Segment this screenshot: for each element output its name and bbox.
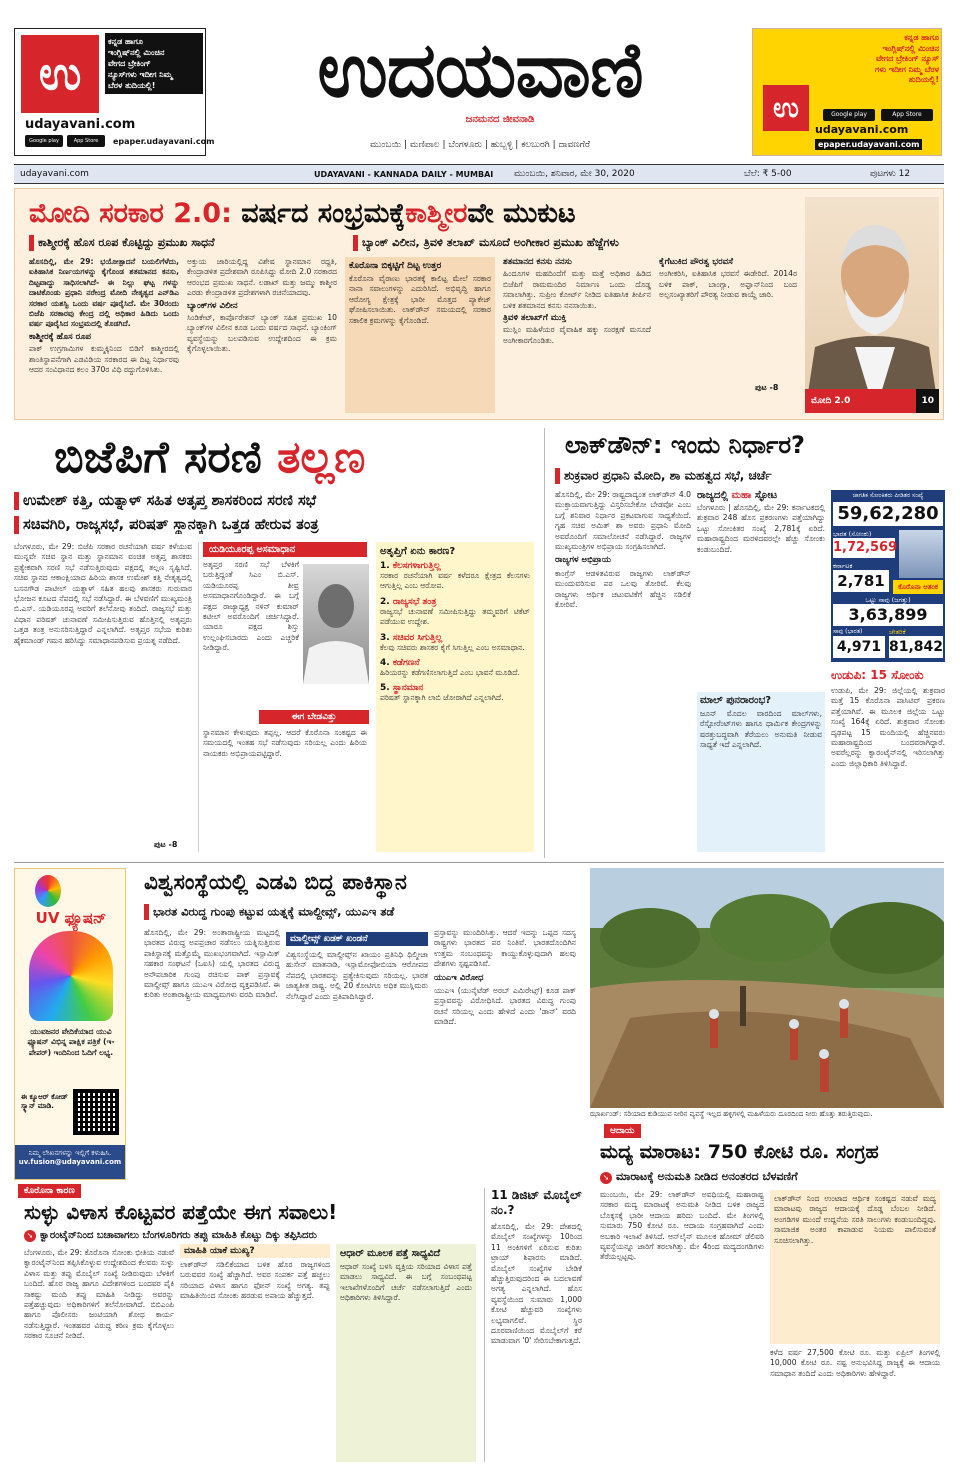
section-tag: ಕೊರೊನಾ ಕಾರಣ	[18, 1184, 81, 1198]
body-text: ಲಾಕ್‌ಡೌನ್ ಸಡಿಲಿಕೆಯಾದ ಬಳಿಕ ಹೊರ ರಾಜ್ಯಗಳಿಂದ ಬರುವವರ ಸಂಖ್ಯೆ ಹೆಚ್ಚಾಗಿದೆ. ಅವರ ಸಂಪರ್ಕ ಪತ್ತೆ ಹಚ್ಚಲು ಸರಿಯಾದ ವಿಳಾಸ ಹಾಗೂ ಫೋನ್ ಸಂಖ್ಯೆ ಅಗತ್ಯ. ತಪ್ಪು ಮಾಹಿತಿಯಿಂದ ಸೋಂಕು ಹರಡುವ ಅಪಾಯ ಹೆಚ್ಚುತ್ತದೆ.	[180, 1260, 330, 1301]
body-text: ಆಧಾರ್ ಸಂಖ್ಯೆ ಬಳಸಿ ವ್ಯಕ್ತಿಯ ಸರಿಯಾದ ವಿಳಾಸ ಪತ್ತೆ ಮಾಡಲು ಸಾಧ್ಯವಿದೆ. ಈ ಬಗ್ಗೆ ಸಂಬಂಧಪಟ್ಟ ಇಲಾಖೆಗಳೊಂದಿಗೆ ಚರ್ಚೆ ನಡೆಸಲಾಗುತ್ತಿದೆ ಎಂದು ಅಧಿಕಾರಿಗಳು ತಿಳಿಸಿದ್ದಾರೆ.	[340, 1262, 472, 1303]
bullet-bar	[555, 468, 560, 484]
bullet-bar	[353, 235, 358, 251]
headline-part: ಮೋದಿ ಸರಕಾರ 2.0:	[29, 198, 232, 229]
corona-badge: ಕೊರೊನಾ ಆತಂಕ	[893, 580, 943, 594]
bjp-sub-1	[14, 492, 534, 510]
stat-deaths: 3,63,899	[833, 604, 943, 626]
aadhaar-box	[336, 1244, 476, 1462]
ad-line: ತುದಿಯಲ್ಲಿ!	[908, 75, 939, 84]
modi-portrait-image	[805, 197, 939, 413]
reason-item	[380, 683, 530, 703]
dateline-bar	[14, 164, 944, 184]
section-subhead: ಕಾಶ್ಮೀರಕ್ಕೆ ಹೊಸ ರೂಪ	[29, 331, 92, 342]
title-part: ಸ್ಫೋಟ	[754, 490, 778, 501]
mall-box	[697, 692, 825, 852]
body-text: ಮುಸ್ಲಿಂ ಮಹಿಳೆಯರ ವೈವಾಹಿಕ ಹಕ್ಕು ಸಂರಕ್ಷಣೆ ಮಸೂದೆ ಅಂಗೀಕಾರಗೊಂಡಿತು.	[503, 325, 651, 345]
sub-text: ಕ್ವಾರಂಟೈನ್‌ನಿಂದ ಬಚಾವಾಗಲು ಬೆಂಗಳೂರಿಗರು ತಪ್ಪು ಮಾಹಿತಿ ಕೊಟ್ಟು ದಿಕ್ಕು ತಪ್ಪಿಸಿದರು	[40, 1230, 317, 1241]
google-play-badge[interactable]: Google play	[25, 135, 63, 147]
photo-number: 10	[916, 389, 939, 413]
lockdown-sub	[555, 468, 945, 484]
reason-number: 1.	[380, 561, 390, 571]
lead-column-4	[503, 257, 651, 413]
ad-line: ಬೆರಳ ತುದಿಯಲ್ಲಿ!	[108, 81, 156, 90]
section-subhead: ಬ್ಯಾಂಕ್‌ಗಳ ವಿಲೀನ	[187, 300, 238, 311]
section-subhead: ತ್ರಿವಳಿ ತಲಾಖ್‌ಗೆ ಮುಕ್ತಿ	[503, 313, 567, 324]
pakistan-headline: ವಿಶ್ವಸಂಸ್ಥೆಯಲ್ಲಿ ಎಡವಿ ಬಿದ್ದ ಪಾಕಿಸ್ಥಾನ	[144, 870, 407, 895]
sub-text: ಸಚಿವಗಿರಿ, ರಾಜ್ಯಸಭೆ, ಪರಿಷತ್ ಸ್ಥಾನಕ್ಕಾಗಿ ಒತ್ತಡ ಹೇರುವ ತಂತ್ರ	[23, 517, 319, 533]
pakistan-column-1: ಹೊಸದಿಲ್ಲಿ, ಮೇ 29: ಅಂತಾರಾಷ್ಟ್ರೀಯ ಮಟ್ಟದಲ್ಲಿ ಭಾರತದ ವಿರುದ್ಧ ಅಪಪ್ರಚಾರ ನಡೆಸಲು ಯತ್ನಿಸುತ್ತಿರುವ ಪಾಕಿಸ್ಥಾನಕ್ಕೆ ಮತ್ತೊಮ್ಮೆ ಮುಖಭಂಗವಾಗಿದೆ. ಇಸ್ಲಾಮಿಕ್ ಸಹಕಾರ ಸಂಘಟನೆ (ಒಐಸಿ) ಯಲ್ಲಿ ಭಾರತದ ವಿರುದ್ಧ ಅನೌಪಚಾರಿಕ ಗುಂಪು ರಚಿಸುವ ಪಾಕ್ ಪ್ರಸ್ತಾವಕ್ಕೆ ಮಾಲ್ದೀವ್ಸ್ ಹಾಗೂ ಯುಎಇ ವಿರೋಧ ವ್ಯಕ್ತಪಡಿಸಿವೆ. ಈ ಕುರಿತು ಅಂತಾರಾಷ್ಟ್ರೀಯ ಮಾಧ್ಯಮಗಳು ವರದಿ ಮಾಡಿವೆ.	[144, 928, 280, 1000]
udayavani-logo-icon: ಉ	[21, 35, 99, 113]
body-text: ಯುಎಇ (ಯುನೈಟೆಡ್ ಅರಬ್ ಎಮಿರೇಟ್ಸ್) ಕೂಡ ಪಾಕ್ ಪ್ರಸ್ತಾವವನ್ನು ವಿರೋಧಿಸಿದೆ. ಭಾರತದ ವಿರುದ್ಧ ಗುಂಪು ರಚನೆ ಸರಿಯಲ್ಲ ಎಂದು ಹೇಳಿದೆ ಎಂದು 'ಡಾನ್' ವರದಿ ಮಾಡಿದೆ.	[434, 986, 576, 1027]
body-text: ಕಾಂಗ್ರೆಸ್ ಆಡಳಿತವಿರುವ ರಾಜ್ಯಗಳು ಲಾಕ್‌ಡೌನ್ ಮುಂದುವರಿಸುವ ಪರ ಒಲವು ತೋರಿವೆ. ಕೆಲವು ರಾಜ್ಯಗಳು ಆರ್ಥಿಕ ಚಟುವಟಿಕೆಗೆ ಹೆಚ್ಚಿನ ಸಡಿಲಿಕೆ ಕೋರಿವೆ.	[555, 568, 691, 610]
section-subhead: ರಾಜ್ಯಗಳ ಅಭಿಪ್ರಾಯ	[555, 555, 611, 566]
left-ad[interactable]	[14, 28, 215, 156]
liquor-column-3: ಕಳೆದ ವರ್ಷ 27,500 ಕೋಟಿ ರೂ. ಮತ್ತು ಏಪ್ರಿಲ್ ತಿಂಗಳಲ್ಲಿ 10,000 ಕೋಟಿ ರೂ. ನಷ್ಟ ಅನುಭವಿಸಿದ್ದ ರಾಜ್ಯಕ್ಕೆ ಈ ಆದಾಯ ಸಮಾಧಾನ ತಂದಿದೆ ಎಂದು ಅಧಿಕಾರಿಗಳು ಹೇಳಿದ್ದಾರೆ.	[770, 1348, 940, 1378]
bullet-bar	[14, 516, 19, 534]
lead-column-2	[187, 257, 337, 413]
photo-caption-strip	[805, 389, 939, 413]
section-subhead: ಶತಮಾನದ ಕನಸು ನನಸು	[503, 257, 572, 267]
liquor-box: ಲಾಕ್‌ಡೌನ್ ನಿಂದ ಉಂಟಾದ ಆರ್ಥಿಕ ಸಂಕಷ್ಟದ ನಡುವೆ ಮದ್ಯ ಮಾರಾಟವು ರಾಜ್ಯದ ಆದಾಯಕ್ಕೆ ದೊಡ್ಡ ಬೆಂಬಲ ನೀಡಿದೆ. ಅಂಗಡಿಗಳ ಮುಂದೆ ಉದ್ದನೆಯ ಸರತಿ ಸಾಲುಗಳು ಕಂಡುಬಂದಿದ್ದವು. ಸಾಮಾಜಿಕ ಅಂತರ ಕಾಪಾಡುವ ನಿಯಮ ಪಾಲಿಸುವಂತೆ ಸೂಚಿಸಲಾಗಿತ್ತು.	[770, 1190, 940, 1344]
headline-part: ತಲ್ಲಣ	[277, 432, 366, 483]
right-ad-text	[813, 33, 939, 86]
reason-title	[380, 683, 530, 693]
reason-number: 3.	[380, 632, 390, 643]
reason-text: ರಾಜ್ಯಸಭೆ ಚುನಾವಣೆ ಸಮೀಪಿಸುತ್ತಿದ್ದು ತಮ್ಮವರಿಗೆ ಟಿಕೆಟ್ ಪಡೆಯುವ ಉದ್ದೇಶ.	[380, 606, 530, 627]
section-tag: ಆದಾಯ	[604, 1124, 641, 1138]
stat-world: 59,62,280	[833, 502, 943, 526]
stat-label: ಕರ್ನಾಟಕ	[833, 562, 853, 570]
headline-part: ಬಿಜೆಪಿಗೆ ಸರಣಿ	[54, 432, 262, 483]
reason-item	[380, 561, 530, 592]
reason-number: 5.	[380, 683, 390, 694]
body-text: ಹೊಸದಿಲ್ಲಿ, ಮೇ 29: ದೇಶದಲ್ಲಿ ಮೊಬೈಲ್ ಸಂಖ್ಯೆಗಳನ್ನು 10ರಿಂದ 11 ಅಂಕಿಗಳಿಗೆ ಏರಿಸುವ ಕುರಿತು ಟ್ರಾಯ್ ಶಿಫಾರಸು ಮಾಡಿದೆ. ಮೊಬೈಲ್ ಸಂಖ್ಯೆಗಳ ಬೇಡಿಕೆ ಹೆಚ್ಚುತ್ತಿರುವುದರಿಂದ ಈ ಬದಲಾವಣೆ ಅಗತ್ಯ ಎನ್ನಲಾಗಿದೆ. ಹೊಸ ವ್ಯವಸ್ಥೆಯಿಂದ ಸುಮಾರು 1,000 ಕೋಟಿ ಹೆಚ್ಚುವರಿ ಸಂಖ್ಯೆಗಳು ಲಭ್ಯವಾಗಲಿವೆ. ಸ್ಥಿರ ದೂರವಾಣಿಯಿಂದ ಮೊಬೈಲ್‌ಗೆ ಕರೆ ಮಾಡುವಾಗ '0' ಸೇರಿಸಬೇಕಾಗುತ್ತದೆ.	[491, 1222, 582, 1346]
box-title: ಮಾಲ್ ಪುನರಾರಂಭ?	[700, 695, 772, 706]
reason-title-text: ರಾಜ್ಯಸಭೆ ತಂತ್ರ	[392, 596, 437, 607]
lockdown-headline: ಲಾಕ್‌ಡೌನ್: ಇಂದು ನಿರ್ಧಾರ?	[565, 431, 805, 459]
ad-line: ಇಂಗ್ಲಿಷ್‌ನಲ್ಲಿ ಮಿಂಚಿನ	[108, 48, 165, 57]
price: ಬೆಲೆ: ₹ 5-00	[744, 169, 792, 179]
pakistan-story	[134, 866, 582, 1176]
yeddyurappa-photo	[303, 564, 369, 684]
photo-caption: ಮೋದಿ 2.0	[811, 396, 851, 406]
address-story	[14, 1184, 582, 1466]
reason-text: ಪರಿಷತ್ ಸ್ಥಾನಕ್ಕಾಗಿ ಲಾಬಿ ಜೋರಾಗಿದೆ ಎನ್ನಲಾಗಿದೆ.	[380, 693, 504, 703]
body-text: ಅಕ್ತುಯ ಜಾರಿಯಲ್ಲಿದ್ದ ವಿಶೇಷ ಸ್ಥಾನಮಾನ ರದ್ದತಿ, ಕೇಂದ್ರಾಡಳಿತ ಪ್ರದೇಶವಾಗಿ ರೂಪಿಸಿದ್ದು ಮೋದಿ 2.0 ಸರಕಾರದ ಆರಂಭದ ಪ್ರಮುಖ ಸಾಧನೆ. ಲಡಾಖ್ ಮತ್ತು ಜಮ್ಮು ಕಾಶ್ಮೀರ ಎರಡು ಕೇಂದ್ರಾಡಳಿತ ಪ್ರದೇಶಗಳಾಗಿ ರಚನೆಯಾದವು.	[187, 257, 337, 298]
stat-karnataka: 2,781	[833, 570, 889, 592]
body-text: ಪಾಕ್ ಉಗ್ರಗಾಮಿಗಳ ಕುಮ್ಮಕ್ಕಿನಿಂದ ಬಿಡಿಗೆ ಕಾಶ್ಮೀರದಲ್ಲಿ ಶಾಂತಿಸ್ಥಾಪನೆಗಾಗಿ ಎಡವಿಡಿಯ ಸರಕಾರದ ಈ ದಿಟ್ಟ ನಿರ್ಧಾರವು ಆದರ ಸಂವಿಧಾನದ ಕಲಂ 370ರ ವಿಧಿ ರದ್ದುಗೊಳಿಸಿತು.	[29, 344, 179, 375]
liquor-column-1: ಮುಂಬಯಿ, ಮೇ 29: ಲಾಕ್‌ಡೌನ್ ಅವಧಿಯಲ್ಲಿ ಮಹಾರಾಷ್ಟ್ರ ಸರಕಾರ ಮದ್ಯ ಮಾರಾಟಕ್ಕೆ ಅನುಮತಿ ನೀಡಿದ ಬಳಿಕ ರಾಜ್ಯದ ಬೊಕ್ಕಸಕ್ಕೆ ಭಾರೀ ಆದಾಯ ಹರಿದು ಬಂದಿದೆ. ಮೇ ತಿಂಗಳಲ್ಲಿ ಸುಮಾರು 750 ಕೋಟಿ ರೂ. ಆದಾಯ ಸಂಗ್ರಹವಾಗಿದೆ ಎಂದು ಅಬಕಾರಿ ಇಲಾಖೆ ತಿಳಿಸಿದೆ. ಆನ್‌ಲೈನ್ ಮೂಲಕ ಹೋಮ್ ಡೆಲಿವರಿ ವ್ಯವಸ್ಥೆಯನ್ನೂ ಜಾರಿಗೆ ತರಲಾಗಿತ್ತು. ಮೇ 4ರಿಂದ ಮದ್ಯದಂಗಡಿಗಳು ತೆರೆಯಲ್ಪಟ್ಟವು.	[600, 1190, 764, 1262]
section-subhead: ಯುಎಇ ವಿರೋಧ	[434, 972, 484, 983]
page-count: ಪುಟಗಳು 12	[870, 169, 911, 179]
right-ad[interactable]	[752, 28, 942, 156]
reason-text: ಹಿರಿಯರನ್ನು ಕಡೆಗಣಿಸಲಾಗುತ್ತಿದೆ ಎಂಬ ಭಾವನೆ ಮೂಡಿದೆ.	[380, 668, 520, 678]
body-text: ಅತೃಪ್ತರ ಸರಣಿ ಸಭೆ ಬೆಳಕಿಗೆ ಬರುತ್ತಿದ್ದಂತೆ ಸಿಎಂ ಬಿ.ಎಸ್. ಯಡಿಯೂರಪ್ಪ ತೀವ್ರ ಅಸಮಾಧಾನಗೊಂಡಿದ್ದಾರೆ. ಈ ಬಗ್ಗೆ ಪಕ್ಷದ ರಾಜ್ಯಾಧ್ಯಕ್ಷ ನಳಿನ್ ಕುಮಾರ್ ಕಟೀಲ್ ಅವರೊಂದಿಗೆ ಚರ್ಚಿಸಿದ್ದಾರೆ. ಯಾರೂ ಪಕ್ಷದ ಶಿಸ್ತು ಉಲ್ಲಂಘಿಸಬಾರದು ಎಂದು ಎಚ್ಚರಿಕೆ ನೀಡಿದ್ದಾರೆ.	[203, 560, 299, 653]
reason-number: 4.	[380, 658, 390, 669]
box-title: ಯಡಿಯೂರಪ್ಪ ಅಸಮಾಧಾನ	[203, 542, 367, 557]
sub-text: ಕಾಶ್ಮೀರಕ್ಕೆ ಹೊಸ ರೂಪ ಕೊಟ್ಟಿದ್ದು ಪ್ರಮುಖ ಸಾಧನೆ	[38, 236, 215, 249]
google-play-badge[interactable]: Google play	[823, 109, 875, 121]
box-title: ಮಾಹಿತಿ ಯಾಕೆ ಮುಖ್ಯ?	[180, 1244, 330, 1258]
bjp-page-ref[interactable]: ಪುಟ -8	[154, 840, 178, 849]
mobile-number-story	[484, 1188, 582, 1462]
body-text: ಪ್ರಸ್ತಾವನ್ನು ಮುಂದಿರಿಸಿತ್ತು. ಆದರೆ ಇದನ್ನು ಒಪ್ಪದ ಸದಸ್ಯ ರಾಷ್ಟ್ರಗಳು ಭಾರತದ ಪರ ನಿಂತಿವೆ. ಭಾರತದೊಂದಿಗಿನ ಉತ್ತಮ ಸಂಬಂಧವನ್ನು ಕಾಯ್ದುಕೊಳ್ಳುವುದಾಗಿ ಹಲವು ದೇಶಗಳು ಸ್ಪಷ್ಟಪಡಿಸಿವೆ.	[434, 928, 576, 969]
lockdown-column-1	[555, 490, 691, 852]
uv-footer-bar	[15, 1145, 125, 1179]
stat-label: ಚೇತರಿಕೆ	[889, 628, 906, 636]
headline-part: ವೇ ಮುಕುಟ	[467, 198, 576, 229]
uv-footer: ನಿಮ್ಮ ಲೇಖನಗಳನ್ನು ಇಲ್ಲಿಗೆ ಕಳುಹಿಸಿ.	[28, 1149, 112, 1157]
box-title: ಆಧಾರ್ ಮೂಲಕ ಪತ್ತೆ ಸಾಧ್ಯವಿದೆ	[340, 1248, 441, 1259]
epaper-link[interactable]: epaper.udayavani.com	[113, 137, 215, 146]
lead-column-5	[659, 257, 797, 397]
stat-recovered: 81,842	[889, 636, 943, 658]
bjp-story	[14, 428, 534, 858]
address-column-1: ಬೆಂಗಳೂರು, ಮೇ 29: ಕೊರೊನಾ ಸೋಂಕು ಭೀತಿಯ ನಡುವೆ ಕ್ವಾರಂಟೈನ್‌ನಿಂದ ತಪ್ಪಿಸಿಕೊಳ್ಳುವ ಉದ್ದೇಶದಿಂದ ಕೆಲವರು ಸುಳ್ಳು ವಿಳಾಸ ಮತ್ತು ತಪ್ಪು ಮೊಬೈಲ್ ಸಂಖ್ಯೆ ನೀಡಿರುವುದು ಬೆಳಕಿಗೆ ಬಂದಿದೆ. ಹೊರ ರಾಜ್ಯ ಹಾಗೂ ವಿದೇಶಗಳಿಂದ ಬಂದವರ ಪೈಕಿ ಸಾಕಷ್ಟು ಮಂದಿ ತಪ್ಪು ಮಾಹಿತಿ ನೀಡಿದ್ದು ಅವರನ್ನು ಪತ್ತೆಹಚ್ಚುವುದು ಅಧಿಕಾರಿಗಳಿಗೆ ತಲೆನೋವಾಗಿದೆ. ಬಿಬಿಎಂಪಿ ಹಾಗೂ ಪೊಲೀಸರು ಜಂಟಿಯಾಗಿ ಶೋಧ ಕಾರ್ಯ ನಡೆಸುತ್ತಿದ್ದಾರೆ. ಇಂತಹವರ ವಿರುದ್ಧ ಕಠಿಣ ಕ್ರಮ ಕೈಗೊಳ್ಳಲು ಸರಕಾರ ಸೂಚನೆ ನೀಡಿದೆ.	[24, 1248, 174, 1341]
bjp-headline	[54, 428, 534, 488]
covid-stats-panel	[831, 490, 945, 662]
box-title: ಅತೃಪ್ತಿಗೆ ಏನು ಕಾರಣ?	[380, 546, 456, 557]
uv-scan-text: ಈ ಕ್ಯೂಆರ್ ಕೋಡ್ ಸ್ಕ್ಯಾನ್ ಮಾಡಿ.	[21, 1093, 68, 1110]
lead-story	[14, 188, 944, 420]
bullet-bar	[29, 235, 34, 251]
body-text: ಹಿಂದೂಗಳ ಮಹದಿಂದೆಗೆ ಮತ್ತು ಮತ್ತೆ ಅಧಿಕಾರ ಹಿಡಿದ ಬಿಜೆಪಿಗೆ ರಾಮಮಂದಿರ ನಿರ್ಮಾಣ ಒಂದು ದೊಡ್ಡ ಸವಾಲಾಗಿತ್ತು. ಸುಪ್ರೀಂ ಕೋರ್ಟ್ ನೀಡಿದ ಐತಿಹಾಸಿಕ ತೀರ್ಪಿನ ಬಳಿಕ ಶತಮಾನದ ಕನಸು ನನಸಾಯಿತು.	[503, 269, 651, 310]
ad-line: ಕನ್ನಡ ಹಾಗೂ	[904, 33, 939, 42]
body-text: ಜೂನ್ ಮೊದಲ ವಾರದಿಂದ ಮಾಲ್‌ಗಳು, ರೆಸ್ಟೋರೆಂಟ್‌ಗಳು ಹಾಗೂ ಧಾರ್ಮಿಕ ಕೇಂದ್ರಗಳನ್ನು ಷರತ್ತುಬದ್ಧವಾಗಿ ತೆರೆಯಲು ಅನುಮತಿ ನೀಡುವ ಸಾಧ್ಯತೆ ಇದೆ ಎನ್ನಲಾಗಿದೆ.	[700, 709, 822, 750]
brand-text: udayavani.com	[815, 123, 909, 136]
lead-column-1	[29, 257, 179, 413]
liquor-story	[590, 1124, 944, 1464]
headline-part: ಕಾಶ್ಮೀರ	[405, 198, 468, 229]
pakistan-sub	[144, 904, 582, 920]
reasons-list	[380, 561, 530, 704]
reason-item	[380, 597, 530, 628]
box-subtitle: ಈಗ ಬೇಡವಿತ್ತು	[259, 710, 369, 724]
editions-bar: ಮುಂಬಯಿ | ಮಣಿಪಾಲ | ಬೆಂಗಳೂರು | ಹುಬ್ಬಳ್ಳಿ | ಕಲಬುರಗಿ | ದಾವಣಗೆರೆ	[370, 140, 590, 150]
maldives-box	[286, 932, 428, 1172]
app-store-badge[interactable]: App Store	[67, 135, 105, 147]
ad-line: ಗಳು ಇದೀಗ ನಿಮ್ಮ ಬೆರಳ	[874, 64, 939, 74]
title-part: ಮಹಾ	[731, 490, 752, 501]
box-title	[697, 490, 825, 501]
bullet-bar	[144, 904, 149, 920]
lockdown-story	[544, 428, 944, 858]
reason-title	[380, 597, 530, 607]
paper-name: UDAYAVANI - KANNADA DAILY - MUMBAI	[314, 170, 494, 179]
bjp-column-1: ಬೆಂಗಳೂರು, ಮೇ 29: ಬಿಜೆಪಿ ಸರಕಾರ ರಚನೆಯಾಗಿ ವರ್ಷ ಕಳೆಯುವ ಮುನ್ನವೇ ಸಚಿವ ಸ್ಥಾನ ಮತ್ತು ಸ್ಥಾನಮಾನ ವಂಚಿತ ಅತೃಪ್ತ ಶಾಸಕರು ಪ್ರತ್ಯೇಕವಾಗಿ ಸರಣಿ ಸಭೆ ನಡೆಸುತ್ತಿರುವುದು ಪಕ್ಷದಲ್ಲಿ ತಲ್ಲಣ ಸೃಷ್ಟಿಸಿದೆ. ಸಚಿವ ಸ್ಥಾನದ ಆಕಾಂಕ್ಷಿಯಾದ ಹಿರಿಯ ಶಾಸಕ ಉಮೇಶ್ ಕತ್ತಿ ನೇತೃತ್ವದಲ್ಲಿ ಬಸನಗೌಡ ಪಾಟೀಲ್ ಯತ್ನಾಳ್ ಸಹಿತ ಹಲವು ಶಾಸಕರು ಗುರುವಾರ ಭೋಜನ ಕೂಟದ ನೆಪದಲ್ಲಿ ಸಭೆ ನಡೆಸಿದ್ದಾರೆ. ಈ ಬೆಳವಣಿಗೆ ಮುಖ್ಯಮಂತ್ರಿ ಬಿ.ಎಸ್. ಯಡಿಯೂರಪ್ಪ ಅವರಿಗೆ ತಲೆನೋವು ತಂದಿದೆ. ರಾಜ್ಯಸಭೆ ಮತ್ತು ವಿಧಾನ ಪರಿಷತ್ ಚುನಾವಣೆ ಸಮೀಪಿಸುತ್ತಿರುವ ಹೊತ್ತಿನಲ್ಲಿ ಅತೃಪ್ತರು ಒತ್ತಡ ತಂತ್ರ ಅನುಸರಿಸುತ್ತಿದ್ದಾರೆ ಎನ್ನಲಾಗಿದೆ. ಅತೃಪ್ತರ ಸಭೆಯ ಕುರಿತು ಹೈಕಮಾಂಡ್ ಗಮನ ಹರಿಸಿದ್ದು ಸಮಾಧಾನಪಡಿಸುವ ಪ್ರಯತ್ನ ನಡೆದಿದೆ.	[14, 542, 192, 645]
karnataka-box	[697, 490, 825, 690]
bullet-bar	[14, 492, 19, 510]
reason-title	[380, 561, 530, 571]
portrait-illustration	[303, 564, 369, 684]
liquor-sub	[600, 1170, 944, 1184]
info-box	[180, 1244, 330, 1462]
udayavani-logo-icon: ಉ	[763, 85, 809, 131]
uv-email-link[interactable]: uv.fusion@udayavani.com	[18, 1158, 122, 1166]
reason-title	[380, 658, 530, 668]
reason-title-text: ಸ್ಥಾನಮಾನ	[392, 683, 424, 694]
site-url[interactable]: udayavani.com	[20, 169, 89, 179]
date: ಮುಂಬಯಿ, ಶನಿವಾರ, ಮೇ 30, 2020	[514, 169, 635, 179]
portrait-illustration	[805, 197, 939, 413]
mask-icon	[899, 530, 943, 578]
bjp-sub-2	[14, 516, 534, 534]
body-text: ಸಿಂಡಿಕೇಟ್, ಕಾರ್ಪೊರೇಶನ್ ಬ್ಯಾಂಕ್ ಸಹಿತ ಪ್ರಮುಖ 10 ಬ್ಯಾಂಕ್‌ಗಳ ವಿಲೀನ ಕೂಡ ಒಂದು ವರ್ಷದ ಸಾಧನೆ. ಬ್ಯಾಂಕಿಂಗ್ ವ್ಯವಸ್ಥೆಯನ್ನು ಬಲಪಡಿಸುವ ಉದ್ದೇಶದಿಂದ ಈ ಕ್ರಮ ಕೈಗೊಳ್ಳಲಾಯಿತು.	[187, 313, 337, 354]
section-subhead: ಕೈಗೆಟುಕಿದ ಪೌರತ್ವ ಭರವಸೆ	[659, 257, 733, 267]
reason-number: 2.	[380, 596, 390, 607]
corona-box	[345, 257, 495, 413]
qr-code-icon[interactable]	[73, 1089, 119, 1135]
section-divider	[14, 862, 944, 863]
box-title: ಮಾಲ್ದೀವ್ಸ್ ಖಡಕ್ ಖಂಡನೆ	[286, 932, 428, 946]
sub-text: ಭಾರತ ವಿರುದ್ಧ ಗುಂಪು ಕಟ್ಟುವ ಯತ್ನಕ್ಕೆ ಮಾಲ್ದೀವ್ಸ್, ಯುಎಇ ತಡೆ	[153, 904, 395, 919]
ad-line: ಇಂಗ್ಲಿಷ್‌ನಲ್ಲಿ ಮಿಂಚಿನ	[882, 43, 939, 53]
stat-label: ಒಟ್ಟು ಸಾವು (ಜಗತ್ತು)	[865, 596, 911, 604]
reasons-box	[376, 542, 534, 852]
lead-headline	[29, 197, 809, 231]
reason-item	[380, 658, 530, 678]
lead-page-ref[interactable]: ಪುಟ -8	[755, 383, 779, 392]
balloon-icon	[35, 875, 61, 907]
epaper-link[interactable]: epaper.udayavani.com	[815, 139, 922, 150]
sub-text: ಮಾರಾಟಕ್ಕೆ ಅನುಮತಿ ನೀಡಿದ ಅನಂತರದ ಬೆಳವಣಿಗೆ	[616, 1170, 798, 1183]
address-headline: ಸುಳ್ಳು ವಿಳಾಸ ಕೊಟ್ಟವರ ಪತ್ತೆಯೇ ಈಗ ಸವಾಲು!	[24, 1200, 338, 1224]
sub-text: ಉಮೇಶ್ ಕತ್ತಿ, ಯತ್ನಾಳ್ ಸಹಿತ ಅತೃಪ್ತ ಶಾಸಕರಿಂದ ಸರಣಿ ಸಭೆ	[23, 493, 317, 509]
lead-sub-1	[29, 235, 351, 251]
mobile-headline: 11 ಡಿಜಿಟ್ ಮೊಬೈಲ್ ನಂ.?	[491, 1188, 582, 1217]
stat-label: ಜಾಗತಿಕ ಸೋಂಕಿತರು ಪೀಡಿತರ ಸಂಖ್ಯೆ	[852, 492, 924, 499]
left-ad-text	[105, 33, 203, 94]
stat-label: ಸಾವು (ಭಾರತ)	[833, 628, 863, 635]
yeddyurappa-box	[198, 542, 370, 852]
app-store-badge[interactable]: App Store	[881, 109, 933, 121]
uv-title: UV ಫ್ಯೂಷನ್	[35, 909, 107, 927]
sub-text: ಶುಕ್ರವಾರ ಪ್ರಧಾನಿ ಮೋದಿ, ಶಾ ಮಹತ್ವದ ಸಭೆ, ಚರ್ಚೆ	[564, 468, 772, 483]
title-part: ರಾಜ್ಯದಲ್ಲಿ	[697, 490, 728, 501]
stat-india: 1,72,569	[833, 538, 895, 558]
reason-item	[380, 633, 530, 653]
liquor-headline: ಮದ್ಯ ಮಾರಾಟ: 750 ಕೋಟಿ ರೂ. ಸಂಗ್ರಹ	[600, 1141, 879, 1163]
ad-line: ವೇಗದ ಬ್ರೇಕಿಂಗ್	[108, 59, 151, 68]
photo-caption: ಝಾರ್ಖಂಡ್: ಸರಿಯಾದ ಕುಡಿಯುವ ನೀರಿನ ವ್ಯವಸ್ಥೆ ಇಲ್ಲದ ಹಳ್ಳಿಗಳಲ್ಲಿ ಮಹಿಳೆಯರು ದೂರದಿಂದ ನೀರು ಹೊತ್ತು ತರುತ್ತಿರುವುದು.	[590, 1110, 873, 1118]
water-crisis-photo	[590, 868, 944, 1108]
address-sub	[24, 1230, 484, 1242]
ad-line: ನ್ಯೂಸ್‌ಗಳು ಇದೀಗ ನಿಮ್ಮ	[108, 70, 173, 79]
sub-text: ಬ್ಯಾಂಕ್ ವಿಲೀನ, ತ್ರಿವಳಿ ತಲಾಖ್ ಮಸೂದೆ ಅಂಗೀಕಾರ ಪ್ರಮುಖ ಹೆಜ್ಜೆಗಳು	[362, 236, 619, 249]
brand-text: udayavani.com	[25, 117, 136, 132]
body-text: ಸ್ಥಾನಮಾನ ಕೇಳುವುದು ತಪ್ಪಲ್ಲ. ಆದರೆ ಕೊರೊನಾ ಸಂಕಷ್ಟದ ಈ ಸಮಯದಲ್ಲಿ ಇಂತಹ ಸಭೆ ನಡೆಸುವುದು ಸರಿಯಲ್ಲ ಎಂದು ಹಿರಿಯ ನಾಯಕರು ಅಭಿಪ್ರಾಯಪಟ್ಟಿದ್ದಾರೆ.	[203, 728, 367, 758]
body-text: ಹೊಸದಿಲ್ಲಿ, ಮೇ 29: ಭಯೋತ್ಪಾದನೆ ಬಯಲಿಗೆಳೆದು, ಐತಿಹಾಸಿಕ ನಿರ್ಣಯಗಳನ್ನು ಕೈಗೊಂಡ ಶತಮಾನದ ಕನಸು, ದಿಟ್ಟವಾದ್ದು ಸಾಧಿಸಲಾಗಿದೆ- ಈ ನಿಲ್ಲು ಘಟ್ಟ ಗಳನ್ನು ದಾಟಿಕೊಂಡು ಪ್ರಧಾನಿ ನರೇಂದ್ರ ಮೋದಿ ನೇತೃತ್ವದ ಎನ್‌ಡಿಎ ಸರಕಾರ ಯಶಸ್ವಿ ಒಂದು ವರ್ಷ ಪೂರೈಸಿದೆ. ಮೇ 30ರಂದು ಬಿಜೆಪಿ ಸರಕಾರವು ಕೇಂದ್ರ ದಲ್ಲಿ ಅಧಿಕಾರ ಹಿಡಿದು ಒಂದು ವರ್ಷ ಪೂರೈಸಿದ ಸಂಭ್ರಮದಲ್ಲಿ ತೊಡಗಿದೆ.	[29, 257, 179, 329]
ad-line: ಕನ್ನಡ ಹಾಗೂ	[108, 37, 143, 46]
body-text: ಬೆಂಗಳೂರು | ಹೊಸದಿಲ್ಲಿ, ಮೇ 29: ಕರ್ನಾಟಕದಲ್ಲಿ ಶುಕ್ರವಾರ 248 ಹೊಸ ಪ್ರಕರಣಗಳು ಪತ್ತೆಯಾಗಿದ್ದು ಒಟ್ಟು ಸೋಂಕಿತರ ಸಂಖ್ಯೆ 2,781ಕ್ಕೆ ಏರಿದೆ. ಮಹಾರಾಷ್ಟ್ರದಿಂದ ಮರಳಿದವರಲ್ಲೇ ಹೆಚ್ಚು ಸೋಂಕು ಕಂಡುಬಂದಿದೆ.	[697, 503, 825, 554]
reason-text: ಸರಕಾರ ರಚನೆಯಾಗಿ ವರ್ಷ ಕಳೆದರೂ ಕ್ಷೇತ್ರದ ಕೆಲಸಗಳು ಆಗುತ್ತಿಲ್ಲ ಎಂಬ ಆರೋಪ.	[380, 571, 530, 591]
arrow-icon: ➘	[24, 1230, 36, 1242]
uv-fusion-ad[interactable]	[14, 868, 126, 1180]
headline-part: ವರ್ಷದ ಸಂಭ್ರಮಕ್ಕೆ	[241, 198, 406, 229]
stat-india-deaths: 4,971	[833, 636, 885, 658]
landscape-illustration	[590, 868, 944, 1108]
newspaper-title: ಉದಯವಾಣಿ	[317, 25, 643, 114]
udupi-title: ಉಡುಪಿ: 15 ಸೋಂಕು	[831, 668, 924, 682]
body-text: ವಿಶ್ವಸಂಸ್ಥೆಯಲ್ಲಿ ಮಾಲ್ದೀವ್ಸ್‌ನ ಖಾಯಂ ಪ್ರತಿನಿಧಿ ಥಿಲ್ಮೀಜಾ ಹುಸೇನ್ ಮಾತನಾಡಿ, ಇಸ್ಲಾಮೋಫೋಬಿಯಾ ಆರೋಪದ ನೆಪದಲ್ಲಿ ಭಾರತವನ್ನು ಪ್ರತ್ಯೇಕಿಸುವುದು ಸರಿಯಲ್ಲ. ಭಾರತ ಜಾತ್ಯತೀತ ರಾಷ್ಟ್ರ. ಅಲ್ಲಿ 20 ಕೋಟಿಗೂ ಅಧಿಕ ಮುಸ್ಲಿಮರು ನೆಲೆಸಿದ್ದಾರೆ ಎಂದು ಪ್ರತಿಪಾದಿಸಿದ್ದಾರೆ.	[286, 950, 428, 1001]
reason-text: ಕೆಲವು ಸಚಿವರು ಶಾಸಕರ ಕೈಗೆ ಸಿಗುತ್ತಿಲ್ಲ ಎಂಬ ಅಸಮಾಧಾನ.	[380, 642, 525, 652]
uv-text: ಯುವಜನರ ವೇದಿಕೆಯಾದ ಯುವಿ ಫ್ಯೂಷನ್ ವಿಭಿನ್ನ ಪಾಕ್ಷಿಕ ಪತ್ರಿಕೆ (ಇ-ಪೇಪರ್) ಇಂದಿನಿಂದ ಓದಿಗೆ ಲಭ್ಯ.	[27, 1027, 115, 1057]
puzzle-head-image	[29, 931, 113, 1021]
ad-line: ವೇಗದ ಬ್ರೇಕಿಂಗ್ ನ್ಯೂಸ್	[876, 54, 939, 63]
box-title: ಕೊರೊನಾ ಬಿಕ್ಕಟ್ಟಿಗೆ ದಿಟ್ಟ ಉತ್ತರ	[349, 261, 442, 271]
pakistan-column-3	[434, 928, 576, 1172]
arrow-icon: ➘	[600, 1172, 612, 1184]
reason-title	[380, 633, 530, 643]
lead-sub-2	[353, 235, 813, 251]
stat-label: ಭಾರತ (ಸೋಂಕು)	[833, 530, 872, 538]
reason-title-text: ಕೆಲಸಗಳಾಗುತ್ತಿಲ್ಲ	[392, 561, 441, 571]
udupi-text: ಉಡುಪಿ, ಮೇ 29: ಜಿಲ್ಲೆಯಲ್ಲಿ ಶುಕ್ರವಾರ ಮತ್ತೆ 15 ಕೊರೊನಾ ಪಾಸಿಟಿವ್ ಪ್ರಕರಣ ಪತ್ತೆಯಾಗಿವೆ. ಈ ಮೂಲಕ ಜಿಲ್ಲೆಯ ಒಟ್ಟು ಸಂಖ್ಯೆ 164ಕ್ಕೆ ಏರಿದೆ. ಶುಕ್ರವಾರ ಸೋಂಕು ದೃಢಪಟ್ಟ 15 ಮಂದಿಯಲ್ಲಿ ಹೆಚ್ಚಿನವರು ಮಹಾರಾಷ್ಟ್ರದಿಂದ ಬಂದವರಾಗಿದ್ದಾರೆ. ಅವರೆಲ್ಲರನ್ನು ಕ್ವಾರಂಟೈನ್‌ನಲ್ಲಿ ಇರಿಸಲಾಗಿತ್ತು ಎಂದು ಜಿಲ್ಲಾಧಿಕಾರಿ ತಿಳಿಸಿದ್ದಾರೆ.	[831, 686, 945, 768]
tagline: ಜನಮನದ ಜೀವನಾಡಿ	[465, 114, 535, 125]
reason-title-text: ಸಚಿವರ ಸಿಗುತ್ತಿಲ್ಲ	[392, 632, 443, 643]
reason-title-text: ಕಡೆಗಣನೆ	[392, 658, 420, 669]
body-text: ಕೊರೊನಾ ವೈರಾಣು ಭಾರತಕ್ಕೆ ಕಾಲಿಟ್ಟ ಮೇಲೆ ಸರಕಾರ ನಾನಾ ಸವಾಲುಗಳನ್ನು ಎದುರಿಸಿದೆ. ಅಭಿವೃದ್ಧಿ ಹಾಗೂ ಆರೋಗ್ಯ ಕ್ಷೇತ್ರಕ್ಕೆ ಭಾರೀ ಮೊತ್ತದ ಪ್ಯಾಕೇಜ್ ಘೋಷಿಸಲಾಯಿತು. ಲಾಕ್‌ಡೌನ್ ಸಮಯದಲ್ಲಿ ಸರಕಾರ ಸಕಾಲಿಕ ಕ್ರಮಗಳನ್ನು ಕೈಗೊಂಡಿದೆ.	[349, 274, 491, 325]
body-text: ಹೊಸದಿಲ್ಲಿ, ಮೇ 29: ರಾಷ್ಟ್ರದಾದ್ಯಂತ ಲಾಕ್‌ಡೌನ್ 4.0 ಮುಕ್ತಾಯವಾಗುತ್ತಿದ್ದು ವಿಸ್ತರಿಸಬೇಕೋ ಬೇಡವೋ ಎಂಬ ಬಗ್ಗೆ ಶನಿವಾರ ನಿರ್ಧಾರ ಪ್ರಕಟವಾಗುವ ಸಾಧ್ಯತೆಯಿದೆ. ಗೃಹ ಸಚಿವ ಅಮಿತ್ ಶಾ ಅವರು ಪ್ರಧಾನಿ ಮೋದಿ ಅವರೊಂದಿಗೆ ಸಮಾಲೋಚನೆ ನಡೆಸಿದ್ದಾರೆ. ರಾಜ್ಯಗಳ ಮುಖ್ಯಮಂತ್ರಿಗಳ ಅಭಿಪ್ರಾಯ ಸಂಗ್ರಹಿಸಲಾಗಿದೆ.	[555, 490, 691, 552]
body-text: ಅಂಗೀಕರಿಸಿ, ಐತಿಹಾಸಿಕ ಭರವಸೆ ಈಡೇರಿದೆ. 2014ರ ಬಳಿಕ ಪಾಕ್, ಬಾಂಗ್ಲಾ, ಅಫ್ಘಾನ್‌ನಿಂದ ಬಂದ ಅಲ್ಪಸಂಖ್ಯಾತರಿಗೆ ಪೌರತ್ವ ನೀಡುವ ಕಾಯ್ದೆ ಜಾರಿ.	[659, 269, 797, 300]
